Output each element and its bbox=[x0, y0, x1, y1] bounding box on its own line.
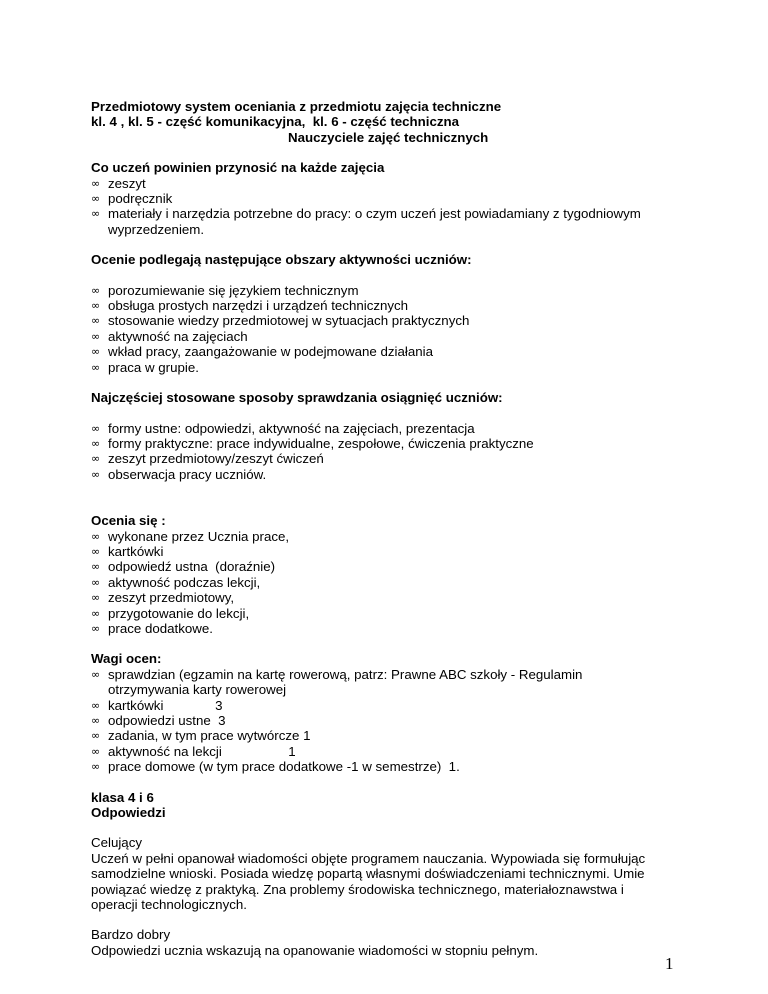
graded-section bbox=[91, 513, 661, 636]
weights-list bbox=[91, 667, 661, 775]
bullet-icon: ∞ bbox=[91, 176, 101, 190]
bring-section bbox=[91, 160, 661, 237]
celujacy-section bbox=[91, 835, 661, 912]
bullet-icon: ∞ bbox=[91, 575, 101, 589]
areas-title: Ocenie podlegają następujące obszary aktywności uczniów: bbox=[91, 252, 472, 268]
bring-list bbox=[91, 176, 661, 238]
bardzo-dobry-section bbox=[91, 927, 661, 958]
list-item: ∞ aktywność na lekcji 1 bbox=[91, 743, 296, 759]
bullet-icon: ∞ bbox=[91, 192, 101, 206]
bardzo-dobry-heading: Bardzo dobry bbox=[91, 927, 171, 943]
document-content bbox=[91, 99, 661, 958]
list-item: ∞ praca w grupie. bbox=[91, 359, 199, 375]
bullet-icon: ∞ bbox=[91, 714, 101, 727]
list-item: ∞ podręcznik bbox=[91, 191, 173, 207]
list-item: ∞ zeszyt bbox=[91, 175, 146, 191]
areas-section bbox=[91, 252, 661, 375]
celujacy-heading: Celujący bbox=[91, 835, 142, 851]
graded-list bbox=[91, 529, 661, 637]
page-number: 1 bbox=[665, 954, 674, 973]
bullet-icon: ∞ bbox=[91, 621, 101, 635]
header-subtitle: kl. 4 , kl. 5 - część komunikacyjna, kl. 6 - część techniczna bbox=[91, 114, 460, 130]
header-author: Nauczyciele zajęć technicznych bbox=[288, 129, 489, 145]
list-item: ∞ obsługa prostych narzędzi i urządzeń technicznych bbox=[91, 298, 409, 314]
bullet-icon: ∞ bbox=[91, 698, 101, 712]
bullet-icon: ∞ bbox=[91, 591, 101, 605]
bullet-icon: ∞ bbox=[91, 314, 101, 328]
header-title: Przedmiotowy system oceniania z przedmiotu zajęcia techniczne bbox=[91, 99, 502, 114]
list-item: ∞ formy ustne: odpowiedzi, aktywność na zajęciach, prezentacja bbox=[91, 420, 475, 436]
bullet-icon: ∞ bbox=[91, 360, 101, 374]
list-item: ∞ formy praktyczne: prace indywidualne, zespołowe, ćwiczenia praktyczne bbox=[91, 435, 534, 451]
bullet-icon: ∞ bbox=[91, 467, 101, 481]
methods-title: Najczęściej stosowane sposoby sprawdzania osiągnięć uczniów: bbox=[91, 390, 503, 406]
graded-title: Ocenia się : bbox=[91, 513, 166, 529]
bullet-icon: ∞ bbox=[91, 436, 101, 450]
grade-section bbox=[91, 790, 661, 821]
bullet-icon: ∞ bbox=[91, 283, 101, 297]
bullet-icon: ∞ bbox=[91, 760, 101, 774]
areas-list bbox=[91, 283, 661, 375]
weights-title: Wagi ocen: bbox=[91, 651, 162, 667]
bullet-icon: ∞ bbox=[91, 345, 101, 359]
bullet-icon: ∞ bbox=[91, 744, 101, 758]
bullet-icon: ∞ bbox=[91, 667, 101, 681]
list-item: ∞ odpowiedzi ustne 3 bbox=[91, 713, 226, 728]
list-item: ∞ przygotowanie do lekcji, bbox=[91, 605, 250, 621]
list-item: ∞ wkład pracy, zaangażowanie w podejmowane działania bbox=[91, 344, 433, 360]
list-item: ∞ obserwacja pracy uczniów. bbox=[91, 466, 267, 482]
bullet-icon: ∞ bbox=[91, 452, 101, 466]
weights-section bbox=[91, 651, 661, 774]
methods-list bbox=[91, 421, 661, 483]
bullet-icon: ∞ bbox=[91, 329, 101, 343]
list-item: ∞ porozumiewanie się językiem technicznym bbox=[91, 282, 359, 298]
list-item: ∞ materiały i narzędzia potrzebne do pracy: o czym uczeń jest powiadamiany z tygodniowym wyprzedzeniem. bbox=[91, 206, 641, 237]
list-item: ∞ prace dodatkowe. bbox=[91, 620, 213, 636]
bullet-icon: ∞ bbox=[91, 606, 101, 620]
bullet-icon: ∞ bbox=[91, 729, 101, 743]
bring-title: Co uczeń powinien przynosić na każde zajęcia bbox=[91, 160, 385, 176]
bullet-icon: ∞ bbox=[91, 529, 101, 543]
grade-subsection-title: Odpowiedzi bbox=[91, 805, 166, 821]
list-item: ∞ odpowiedź ustna (doraźnie) bbox=[91, 559, 276, 575]
celujacy-text: Uczeń w pełni opanował wiadomości objęte programem nauczania. Wypowiada się formułując samodzielne wnioski. Posiada wiedzę popartą własnymi doświadczeniami technicznymi. Umie powiązać wiedzę z praktyką. Zna problemy środowiska technicznego, materiałoznawstwa i operacji technologicznych. bbox=[91, 850, 646, 913]
bardzo-dobry-text: Odpowiedzi ucznia wskazują na opanowanie wiadomości w stopniu pełnym. bbox=[91, 942, 539, 958]
list-item: ∞ stosowanie wiedzy przedmiotowej w sytuacjach praktycznych bbox=[91, 313, 470, 329]
list-item: ∞ kartkówki bbox=[91, 543, 164, 559]
list-item: ∞ aktywność na zajęciach bbox=[91, 328, 248, 344]
bullet-icon: ∞ bbox=[91, 421, 101, 435]
bullet-icon: ∞ bbox=[91, 560, 101, 574]
bullet-icon: ∞ bbox=[91, 544, 101, 558]
list-item: ∞ wykonane przez Ucznia prace, bbox=[91, 528, 290, 544]
list-item: ∞ zeszyt przedmiotowy, bbox=[91, 590, 235, 606]
bullet-icon: ∞ bbox=[91, 207, 101, 221]
list-item: ∞ sprawdzian (egzamin na kartę rowerową, patrz: Prawne ABC szkoły - Regulamin otrzymywania karty rowerowej bbox=[91, 666, 583, 698]
list-item: ∞ aktywność podczas lekcji, bbox=[91, 574, 261, 590]
list-item: ∞ zeszyt przedmiotowy/zeszyt ćwiczeń bbox=[91, 451, 324, 467]
list-item: ∞ zadania, w tym prace wytwórcze 1 bbox=[91, 728, 311, 744]
bullet-icon: ∞ bbox=[91, 299, 101, 313]
document-header bbox=[91, 99, 661, 145]
methods-section bbox=[91, 390, 661, 482]
list-item: ∞ prace domowe (w tym prace dodatkowe -1 w semestrze) 1. bbox=[91, 759, 460, 775]
list-item: ∞ kartkówki 3 bbox=[91, 697, 223, 713]
grade-class-title: klasa 4 i 6 bbox=[91, 789, 154, 805]
